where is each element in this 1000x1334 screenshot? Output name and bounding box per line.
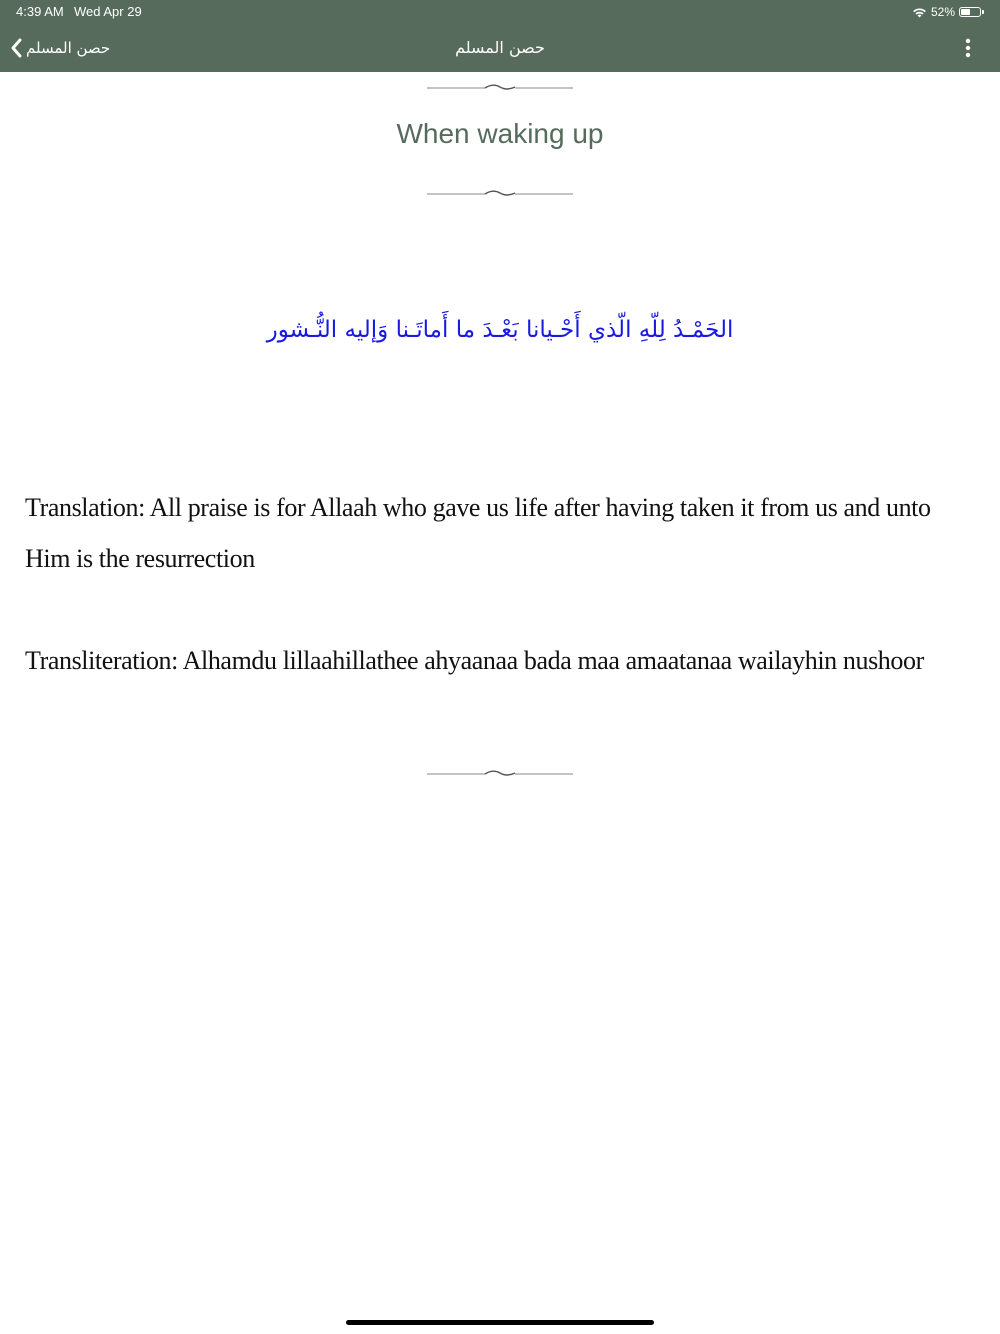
- wifi-icon: [912, 7, 927, 18]
- vertical-ellipsis-icon: [965, 38, 971, 58]
- ornament-divider-bottom: [427, 768, 573, 780]
- battery-level: [961, 9, 970, 15]
- back-label: حصن المسلم: [26, 39, 111, 57]
- status-date: Wed Apr 29: [74, 4, 142, 19]
- battery-icon: [959, 7, 981, 17]
- status-indicators: [912, 4, 984, 20]
- chevron-left-icon: [10, 38, 22, 58]
- ornament-divider-middle: [427, 188, 573, 200]
- translation-text: Translation: All praise is for Allaah who gave us life after having taken it from us and unto Him is the resurrection: [25, 493, 931, 573]
- transliteration-text: Transliteration: Alhamdu lillaahillathee ahyaanaa bada maa amaatanaa wailayhin nushoor: [25, 646, 924, 675]
- top-bar: [0, 0, 1000, 72]
- battery-percent: 52%: [930, 5, 955, 19]
- arabic-dua-text: الحَمْـدُ لِلّهِ الّذي أَحْـيانا بَعْـدَ ما أَماتَـنا وَإليه النُّـشور: [266, 317, 734, 343]
- nav-title: حصن المسلم: [455, 38, 545, 57]
- more-options-button[interactable]: [956, 36, 980, 60]
- back-button[interactable]: [10, 34, 110, 62]
- battery-tip: [982, 10, 984, 14]
- home-indicator[interactable]: [346, 1320, 654, 1325]
- ornament-divider-top: [427, 82, 573, 94]
- page-heading: When waking up: [396, 118, 604, 149]
- status-time: 4:39 AM: [16, 4, 64, 19]
